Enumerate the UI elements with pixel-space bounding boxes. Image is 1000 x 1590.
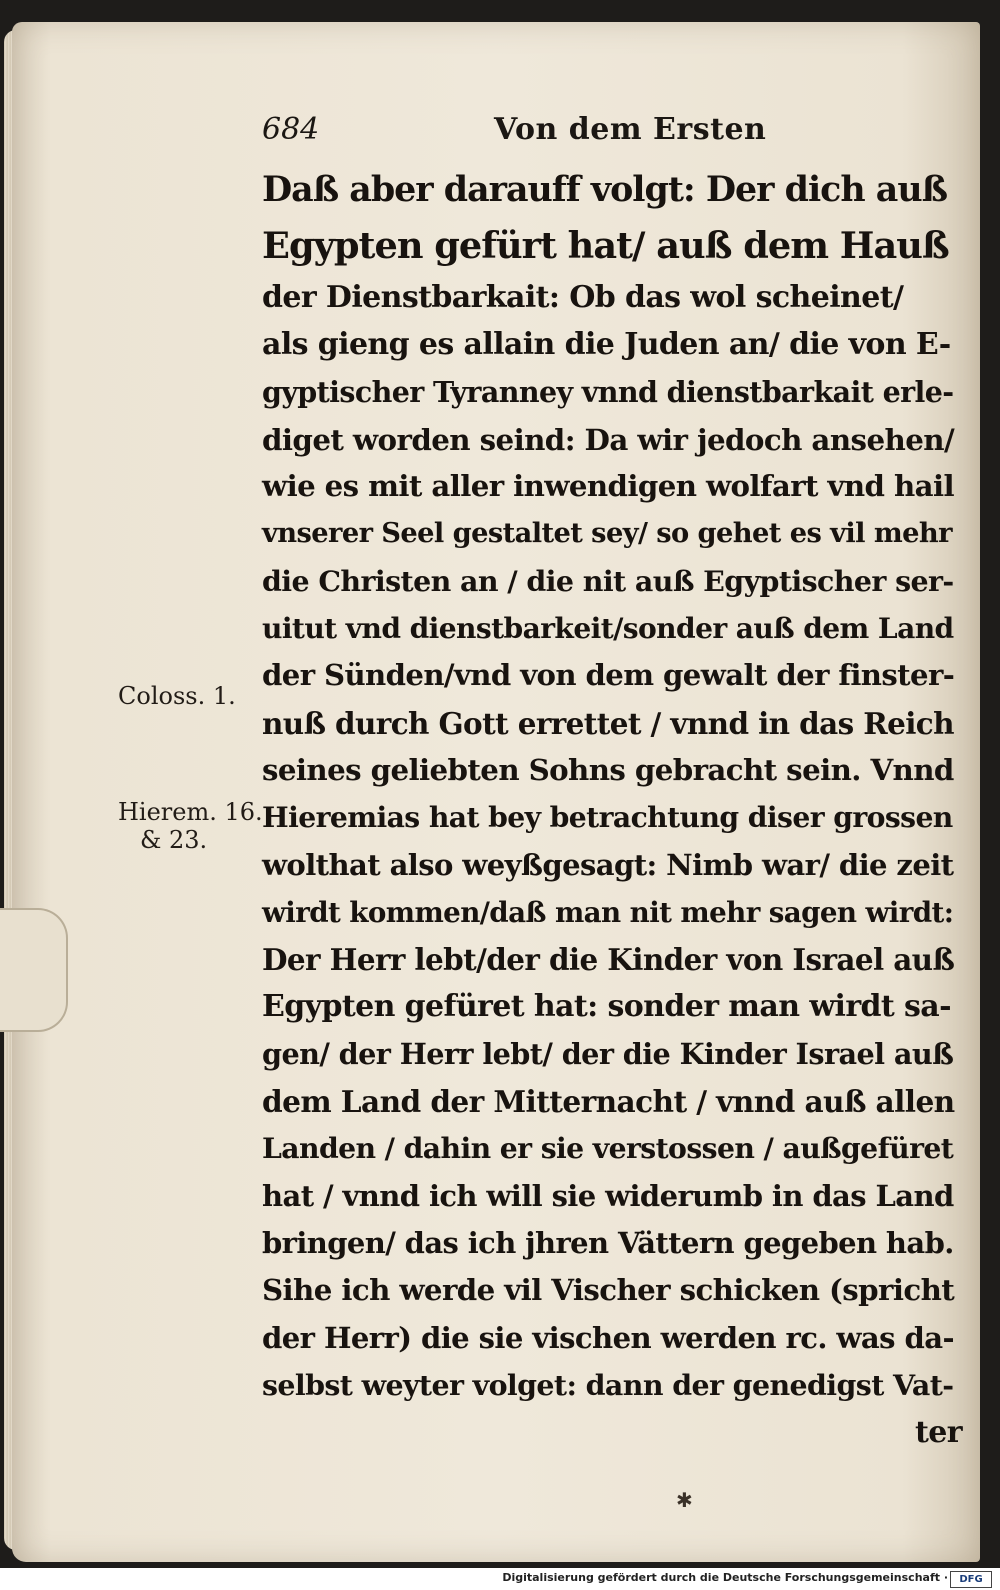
running-head: Von dem Ersten	[494, 112, 767, 147]
text-line: Egypten gefüret hat: sonder man wirdt sa-	[262, 989, 951, 1025]
text-line: seines geliebten Sohns gebracht sein. Vnnd	[262, 752, 954, 787]
text-line: nuß durch Gott errettet / vnnd in das Reich	[262, 705, 954, 741]
text-line: Landen / dahin er sie verstossen / außgefüret	[262, 1131, 954, 1166]
text-line: dem Land der Mitternacht / vnnd auß allen	[262, 1084, 955, 1120]
text-line: der Sünden/vnd von dem gewalt der finster-	[262, 658, 955, 693]
text-line: Sihe ich werde vil Vischer schicken (spricht	[262, 1273, 955, 1308]
text-line: gyptischer Tyranney vnnd dienstbarkait erle-	[262, 374, 954, 409]
text-line: gen/ der Herr lebt/ der die Kinder Israel auß	[262, 1036, 954, 1071]
page-clip	[0, 908, 68, 1032]
text-line: der Dienstbarkait: Ob das wol scheinet/	[262, 280, 904, 315]
credit-bar	[0, 1568, 1000, 1590]
margin-note-coloss: Coloss. 1.	[118, 682, 236, 710]
text-line: die Christen an / die nit auß Egyptischer ser-	[262, 563, 954, 598]
text-line: diget worden seind: Da wir jedoch ansehen/	[262, 421, 955, 457]
page-header	[262, 112, 962, 156]
credit-text: Digitalisierung gefördert durch die Deutsche Forschungsgemeinschaft ·	[502, 1571, 948, 1584]
text-line: selbst weyter volget: dann der genedigst Vat-	[262, 1367, 954, 1402]
text-line: der Herr) die sie vischen werden rc. was da-	[262, 1320, 954, 1355]
margin-note-hierem-cont: & 23.	[140, 826, 208, 854]
ornament-mark: ✱	[676, 1488, 693, 1512]
body-text	[262, 162, 962, 1456]
text-line: wirdt kommen/daß man nit mehr sagen wirdt:	[262, 895, 954, 929]
text-line: Daß aber darauff volgt: Der dich auß	[262, 169, 948, 210]
text-line: wolthat also weyßgesagt: Nimb war/ die zeit	[262, 847, 954, 882]
page-number: 684	[262, 112, 320, 147]
text-line: uitut vnd dienstbarkeit/sonder auß dem Land	[262, 612, 954, 646]
margin-note-hierem: Hierem. 16.	[118, 798, 263, 826]
text-line: Egypten gefürt hat/ auß dem Hauß	[262, 224, 949, 267]
dfg-logo: DFG	[950, 1571, 992, 1588]
text-line: bringen/ das ich jhren Vättern gegeben hab.	[262, 1225, 954, 1260]
text-line: hat / vnnd ich will sie widerumb in das Land	[262, 1178, 954, 1213]
text-line: als gieng es allain die Juden an/ die von E-	[262, 327, 951, 363]
text-line: vnserer Seel gestaltet sey/ so gehet es vil mehr	[262, 517, 952, 550]
text-line: Hieremias hat bey betrachtung diser grossen	[262, 800, 953, 835]
text-line: wie es mit aller inwendigen wolfart vnd hail	[262, 469, 954, 504]
catchword: ter	[915, 1415, 962, 1451]
text-line: Der Herr lebt/der die Kinder von Israel auß	[262, 942, 955, 978]
